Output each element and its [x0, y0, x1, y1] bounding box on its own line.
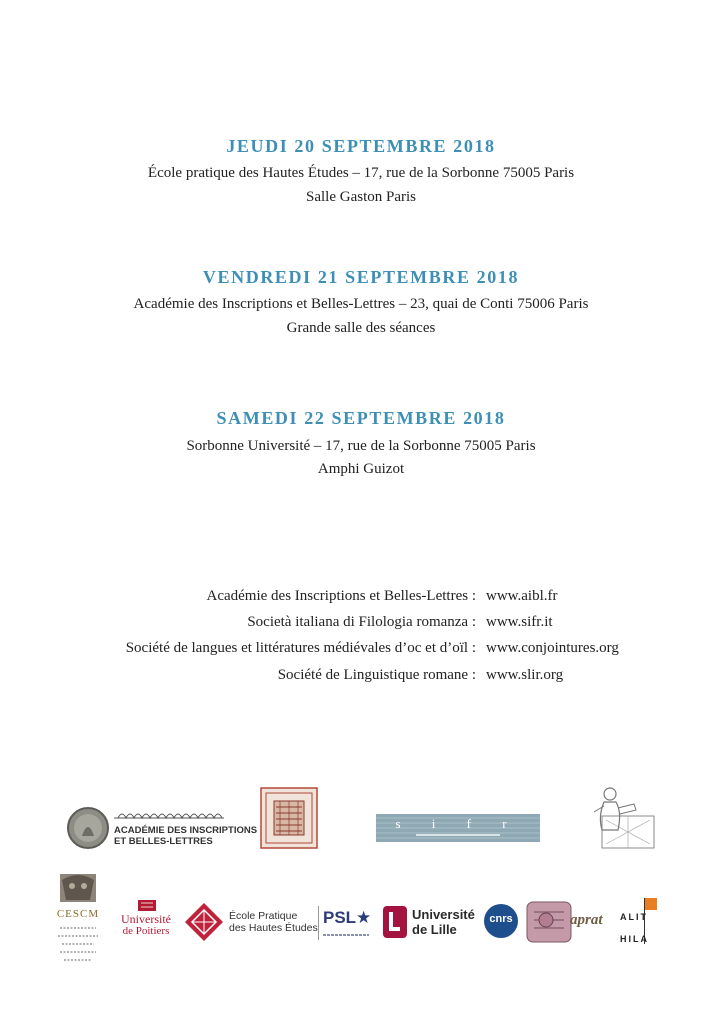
- ephe-line2: des Hautes Études: [229, 922, 318, 934]
- contact-url-sifr[interactable]: www.sifr.it: [486, 614, 553, 630]
- contact-label: Société de Linguistique romane :: [277, 667, 476, 683]
- contact-row-slir: [0, 667, 722, 689]
- aprat-name: aprat: [570, 912, 603, 928]
- cnrs-logo: [484, 904, 518, 938]
- day-1-room: Salle Gaston Paris: [306, 189, 416, 205]
- poitiers-line2: de Poitiers: [122, 925, 170, 937]
- ephe-logo: [184, 902, 318, 942]
- alithila-logo: [620, 898, 670, 948]
- poitiers-logo: [114, 898, 178, 944]
- alithila-line1: ALIT: [620, 912, 648, 922]
- contact-url-aibl[interactable]: www.aibl.fr: [486, 588, 558, 604]
- cescm-capital-icon: [58, 872, 98, 904]
- lille-mark-icon: [382, 905, 408, 939]
- cescm-subtext: [52, 924, 104, 964]
- poitiers-emblem-icon: [136, 898, 158, 912]
- cnrs-name: cnrs: [489, 913, 513, 925]
- contact-label: Académie des Inscriptions et Belles-Lettres :: [206, 588, 476, 604]
- book-cover-emblem-icon: [260, 787, 318, 849]
- aibl-medal-icon: [66, 806, 110, 850]
- lille-line1: Université: [412, 907, 475, 922]
- cescm-logo: [52, 872, 104, 966]
- contact-row-aibl: [0, 588, 722, 610]
- aprat-manuscript-icon: [526, 900, 572, 944]
- poitiers-line1: Université: [121, 912, 171, 926]
- contact-url-conjointures[interactable]: www.conjointures.org: [486, 640, 619, 656]
- day-3-room: Amphi Guizot: [317, 461, 405, 477]
- aibl-logo-line1: ACADÉMIE DES INSCRIPTIONS: [114, 825, 258, 836]
- day-3-place: Sorbonne Université – 17, rue de la Sorbonne 75005 Paris: [186, 438, 536, 454]
- ephe-diamond-icon: [184, 902, 224, 942]
- aibl-logo: [66, 802, 258, 854]
- aprat-logo: [526, 900, 612, 944]
- cescm-name: CESCM: [56, 908, 100, 920]
- contact-row-sifr: [0, 614, 722, 636]
- day-2-place: Académie des Inscriptions et Belles-Lettres – 23, quai de Conti 75006 Paris: [133, 296, 589, 312]
- day-2-room: Grande salle des séances: [286, 320, 436, 336]
- psl-name: PSL★: [323, 908, 372, 927]
- day-2-date: VENDREDI 21 SEPTEMBRE 2018: [202, 267, 520, 287]
- contact-label: Società italiana di Filologia romanza :: [247, 614, 476, 630]
- day-3-date: SAMEDI 22 SEPTEMBRE 2018: [216, 408, 506, 428]
- day-1-date: JEUDI 20 SEPTEMBRE 2018: [226, 136, 496, 156]
- contact-url-slir[interactable]: www.slir.org: [486, 667, 564, 683]
- psl-subtext: [323, 932, 369, 938]
- contact-label: Société de langues et littératures médiévales d’oc et d’oïl :: [125, 640, 476, 656]
- seated-scholar-drawing-icon: [588, 782, 658, 852]
- contact-row-conjointures: [0, 640, 722, 662]
- day-1-place: École pratique des Hautes Études – 17, rue de la Sorbonne 75005 Paris: [147, 165, 575, 181]
- alithila-line2: HILA: [620, 934, 649, 944]
- lille-logo: [382, 904, 478, 940]
- lille-line2: de Lille: [412, 922, 457, 937]
- aibl-logo-line2: ET BELLES-LETTRES: [114, 836, 213, 847]
- sifr-logo: [376, 814, 540, 842]
- psl-logo: [318, 906, 373, 940]
- aibl-ornament: [114, 808, 224, 822]
- ephe-line1: École Pratique: [229, 910, 298, 922]
- sifr-letters: s i f r: [395, 816, 521, 831]
